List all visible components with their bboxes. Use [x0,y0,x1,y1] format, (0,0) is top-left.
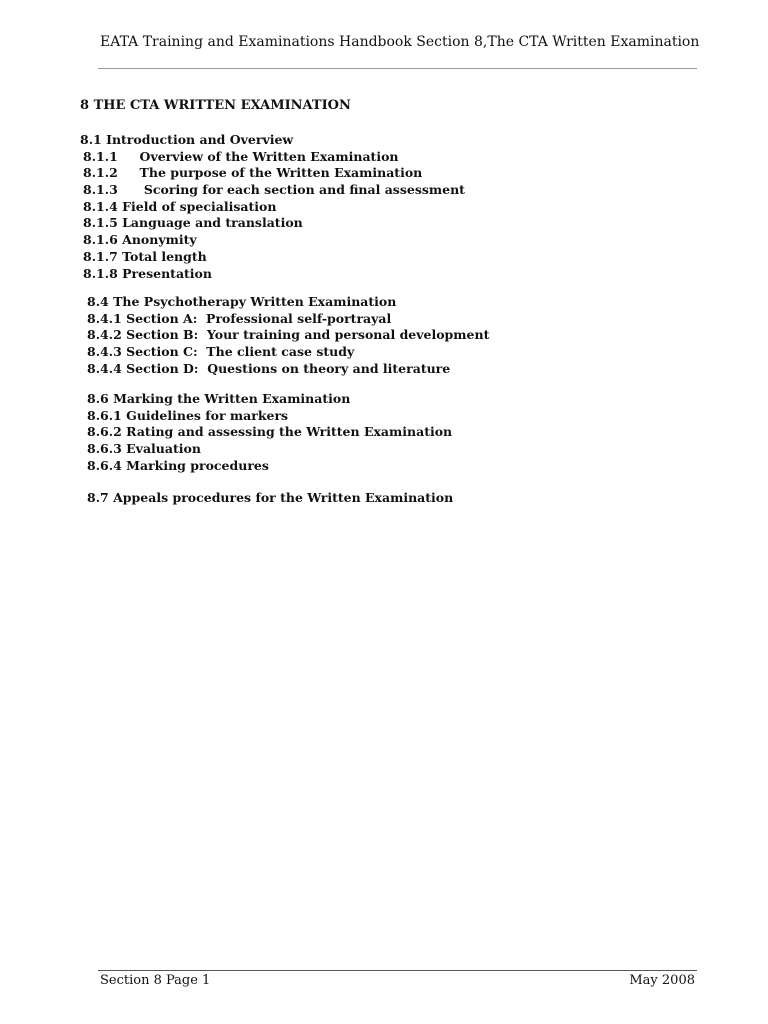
toc-entry: 8.4.2 Section B: Your training and personal development [87,327,490,343]
toc-section-8-6 [87,391,452,474]
toc-entry: 8.6.2 Rating and assessing the Written Examination [87,424,453,440]
toc-entry: 8.1.5 Language and translation [83,215,303,231]
footer-page-number: Section 8 Page 1 [100,973,211,988]
toc-entry: 8.6.4 Marking procedures [87,457,269,473]
toc-entry: 8.4 The Psychotherapy Written Examination [87,294,397,309]
toc-entry: 8.7 Appeals procedures for the Written Examination [87,490,454,505]
toc-section-8-1 [80,132,465,282]
footer-date: May 2008 [629,973,695,988]
footer-rule [98,970,697,971]
toc-entry: 8.1.3 Scoring for each section and final assessment [83,182,465,198]
toc-entry: 8.4.1 Section A: Professional self-portrayal [87,310,392,326]
toc-section-8-7 [87,490,453,507]
toc-entry: 8.1 Introduction and Overview [80,132,294,147]
toc-entry: 8.1.2 The purpose of the Written Examination [83,165,423,181]
toc-entry: 8.6 Marking the Written Examination [87,391,351,406]
toc-entry: 8.1.8 Presentation [83,265,212,281]
toc-entry: 8.1.1 Overview of the Written Examination [83,148,399,164]
toc-entry: 8.1.4 Field of specialisation [83,198,277,214]
toc-section-8-4 [87,294,489,377]
header-rule [98,68,697,69]
header-right-text: The CTA Written Examination [487,34,700,50]
toc-entry: 8.6.1 Guidelines for markers [87,407,289,423]
toc-entry: 8.4.3 Section C: The client case study [87,344,355,360]
toc-entry: 8.1.7 Total length [83,248,207,264]
page-header [100,34,700,50]
toc-entry: 8.1.6 Anonymity [83,232,197,248]
toc-title: 8 THE CTA WRITTEN EXAMINATION [80,98,351,113]
toc-entry: 8.4.4 Section D: Questions on theory and literature [87,360,451,376]
toc-entry: 8.6.3 Evaluation [87,441,201,457]
header-left-text: EATA Training and Examinations Handbook Section 8, [100,34,488,50]
page-footer [100,973,695,988]
